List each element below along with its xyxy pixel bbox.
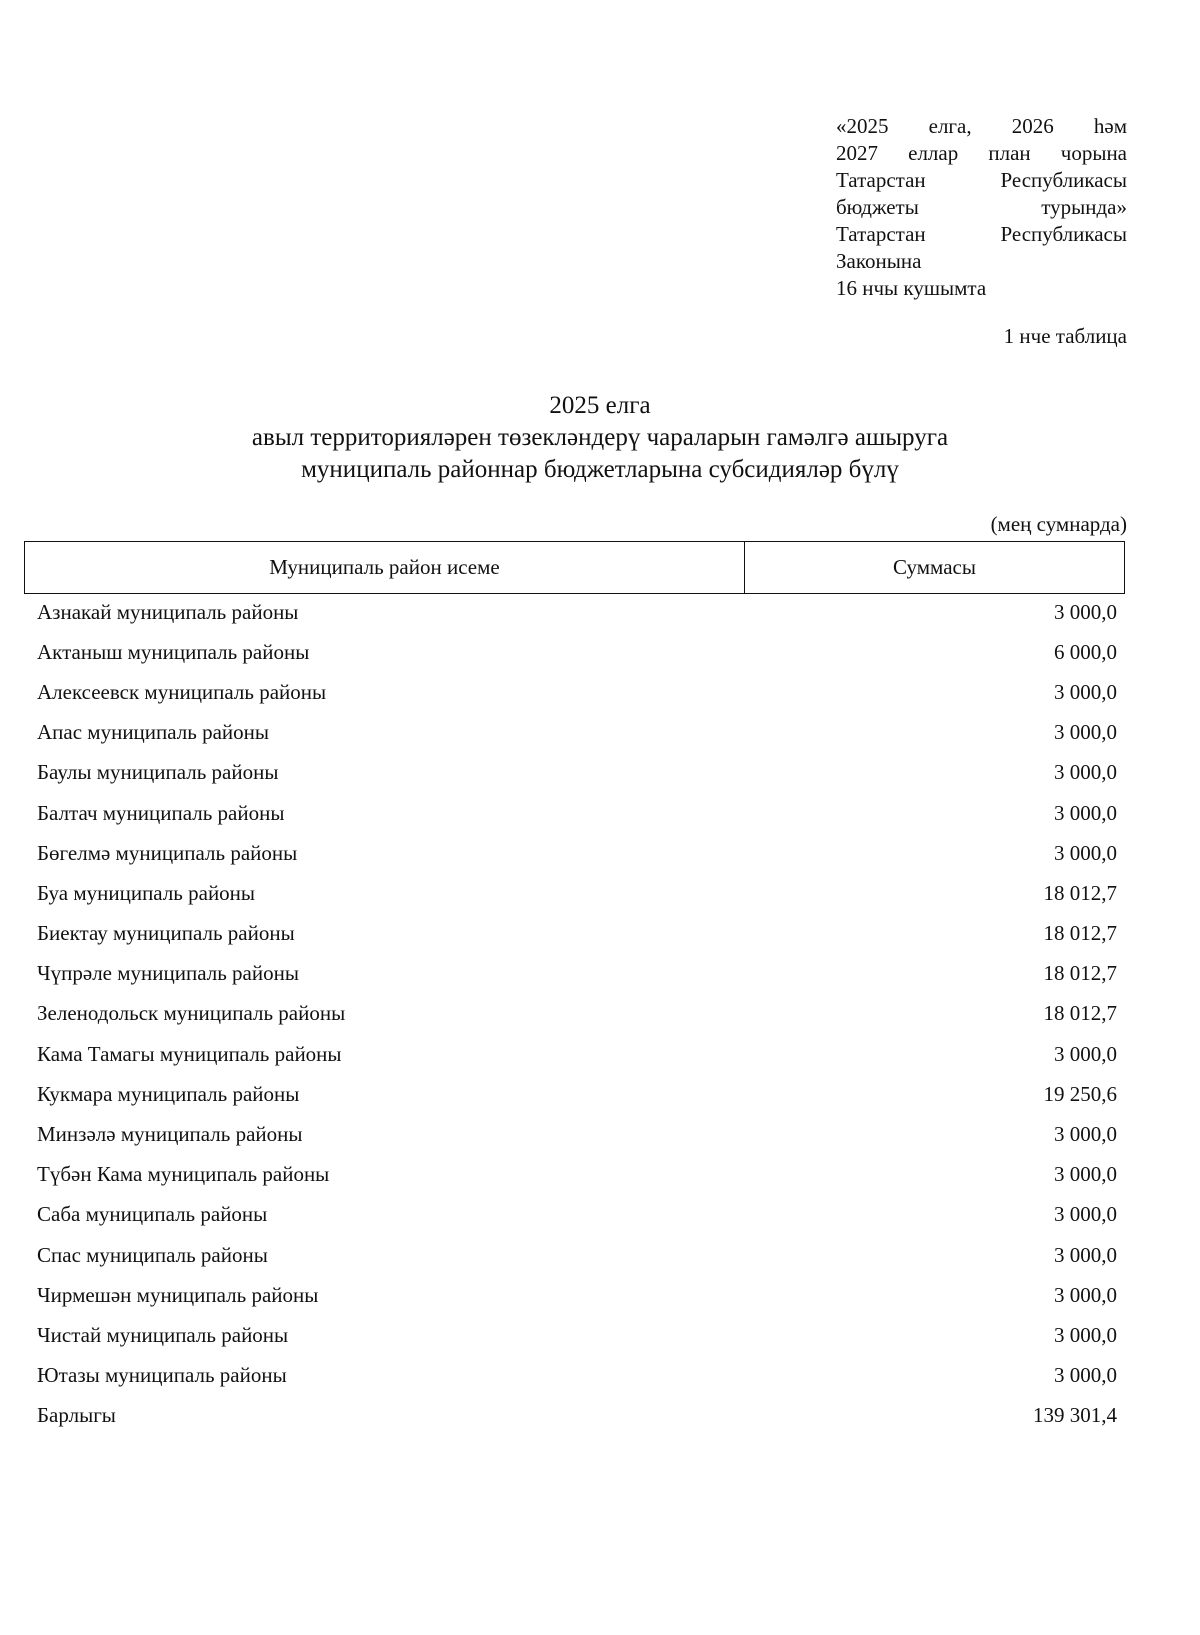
title-line-subject: муниципаль районнар бюджетларына субсидияләр бүлү	[301, 456, 899, 483]
table-row	[24, 592, 1125, 632]
appendix-note-line: Татарстан Республикасы	[836, 168, 1127, 192]
unit-label: (мең сумнарда)	[990, 512, 1127, 536]
district-name: Балтач муниципаль районы	[37, 800, 285, 825]
district-name: Апас муниципаль районы	[37, 720, 269, 745]
amount-value: 18 012,7	[1043, 880, 1117, 905]
table-row	[24, 1356, 1125, 1396]
table-row	[24, 672, 1125, 712]
table-row	[24, 1155, 1125, 1195]
table-row	[24, 954, 1125, 994]
table-row	[24, 753, 1125, 793]
table-row	[24, 1195, 1125, 1235]
amount-value: 3 000,0	[1054, 720, 1117, 745]
total-label: Барлыгы	[37, 1403, 116, 1428]
appendix-note-line: «2025 елга, 2026 һәм	[836, 114, 1127, 138]
table-row	[24, 873, 1125, 913]
district-name: Ютазы муниципаль районы	[37, 1363, 287, 1388]
district-name: Кама Тамагы муниципаль районы	[37, 1041, 342, 1066]
district-name: Минзәлә муниципаль районы	[37, 1122, 303, 1147]
table-row	[24, 793, 1125, 833]
total-row	[24, 1396, 1125, 1436]
table-row	[24, 713, 1125, 753]
appendix-note-line: Законына	[836, 249, 922, 273]
amount-value: 18 012,7	[1043, 921, 1117, 946]
amount-value: 3 000,0	[1054, 1202, 1117, 1227]
district-name: Кукмара муниципаль районы	[37, 1081, 300, 1106]
appendix-note-line: 2027 еллар план чорына	[836, 141, 1127, 165]
table-row	[24, 1034, 1125, 1074]
appendix-note-line: 16 нчы кушымта	[836, 276, 987, 300]
amount-value: 3 000,0	[1054, 760, 1117, 785]
table-body	[24, 592, 1125, 1436]
table-row	[24, 1074, 1125, 1114]
amount-value: 19 250,6	[1043, 1081, 1117, 1106]
amount-value: 3 000,0	[1054, 1363, 1117, 1388]
table-row	[24, 833, 1125, 873]
district-name: Актаныш муниципаль районы	[37, 639, 310, 664]
district-name: Буа муниципаль районы	[37, 880, 256, 905]
title-line-year: 2025 елга	[549, 392, 651, 419]
title-line-purpose: авыл территорияләрен төзекләндерү чараларын гамәлгә ашыруга	[251, 424, 949, 451]
table-row	[24, 914, 1125, 954]
appendix-note	[836, 113, 1127, 302]
column-header-amount: Суммасы	[893, 555, 976, 579]
district-name: Чирмешән муниципаль районы	[37, 1282, 319, 1307]
district-name: Зеленодольск муниципаль районы	[37, 1001, 346, 1026]
table-row	[24, 1315, 1125, 1355]
district-name: Баулы муниципаль районы	[37, 760, 279, 785]
district-name: Чистай муниципаль районы	[37, 1322, 289, 1347]
amount-value: 3 000,0	[1054, 679, 1117, 704]
column-header-district: Муниципаль район исеме	[25, 542, 745, 593]
table-number-label: 1 нче таблица	[1003, 324, 1127, 348]
amount-value: 3 000,0	[1054, 599, 1117, 624]
district-name: Бөгелмә муниципаль районы	[37, 840, 298, 865]
amount-value: 3 000,0	[1054, 1242, 1117, 1267]
table-row	[24, 1114, 1125, 1154]
district-name: Чүпрәле муниципаль районы	[37, 961, 299, 986]
amount-value: 3 000,0	[1054, 1041, 1117, 1066]
table-header	[24, 541, 1125, 594]
amount-value: 3 000,0	[1054, 1322, 1117, 1347]
amount-value: 3 000,0	[1054, 1122, 1117, 1147]
table-row	[24, 1235, 1125, 1275]
district-name: Спас муниципаль районы	[37, 1242, 268, 1267]
total-value: 139 301,4	[1033, 1403, 1117, 1428]
amount-value: 3 000,0	[1054, 1282, 1117, 1307]
district-name: Алексеевск муниципаль районы	[37, 679, 327, 704]
appendix-note-line: Татарстан Республикасы	[836, 222, 1127, 246]
table-row	[24, 994, 1125, 1034]
amount-value: 18 012,7	[1043, 961, 1117, 986]
amount-value: 3 000,0	[1054, 1162, 1117, 1187]
amount-value: 3 000,0	[1054, 840, 1117, 865]
table-row	[24, 1275, 1125, 1315]
amount-value: 18 012,7	[1043, 1001, 1117, 1026]
district-name: Түбән Кама муниципаль районы	[37, 1162, 330, 1187]
district-name: Биектау муниципаль районы	[37, 921, 295, 946]
appendix-note-line: бюджеты турында»	[836, 195, 1127, 219]
district-name: Азнакай муниципаль районы	[37, 599, 299, 624]
document-title	[0, 390, 1200, 486]
amount-value: 6 000,0	[1054, 639, 1117, 664]
amount-value: 3 000,0	[1054, 800, 1117, 825]
district-name: Саба муниципаль районы	[37, 1202, 268, 1227]
table-row	[24, 632, 1125, 672]
